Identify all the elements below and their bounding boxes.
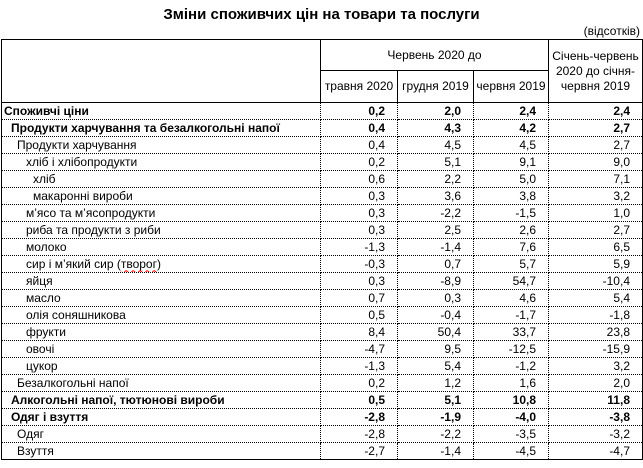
value-vs-dec-2019: -1,4	[398, 443, 474, 460]
consumer-price-table	[1, 39, 643, 460]
value-vs-jun-2019: 2,6	[474, 222, 549, 239]
value-vs-may-2020: 0,3	[321, 205, 398, 222]
row-label: овочі	[2, 341, 321, 358]
value-vs-jun-2019: 9,1	[474, 154, 549, 171]
value-vs-jun-2019: 3,8	[474, 188, 549, 205]
header-subcol-dec-2019: грудня 2019	[398, 71, 474, 103]
value-jan-jun-2020-vs-2019: 2,7	[549, 137, 643, 154]
value-vs-may-2020: 0,2	[321, 154, 398, 171]
row-label: риба та продукти з риби	[2, 222, 321, 239]
value-vs-jun-2019: 4,6	[474, 290, 549, 307]
table-row	[2, 120, 643, 137]
value-jan-jun-2020-vs-2019: -4,7	[549, 443, 643, 460]
value-vs-may-2020: 0,3	[321, 188, 398, 205]
header-row-group	[2, 40, 643, 71]
table-row	[2, 154, 643, 171]
value-vs-may-2020: 0,4	[321, 137, 398, 154]
value-vs-may-2020: -2,7	[321, 443, 398, 460]
value-vs-may-2020: 0,6	[321, 171, 398, 188]
value-vs-jun-2019: 33,7	[474, 324, 549, 341]
table-row	[2, 188, 643, 205]
value-vs-dec-2019: 9,5	[398, 341, 474, 358]
table-row	[2, 290, 643, 307]
table-body	[2, 103, 643, 460]
value-vs-dec-2019: 2,2	[398, 171, 474, 188]
value-jan-jun-2020-vs-2019: 5,4	[549, 290, 643, 307]
table-row	[2, 443, 643, 460]
value-vs-may-2020: -2,8	[321, 426, 398, 443]
value-vs-dec-2019: 2,5	[398, 222, 474, 239]
row-label: яйця	[2, 273, 321, 290]
value-vs-may-2020: -1,3	[321, 239, 398, 256]
value-vs-dec-2019: -2,2	[398, 205, 474, 222]
value-jan-jun-2020-vs-2019: 2,7	[549, 120, 643, 137]
value-jan-jun-2020-vs-2019: -3,2	[549, 426, 643, 443]
unit-note: (відсотків)	[583, 24, 640, 38]
value-jan-jun-2020-vs-2019: 7,1	[549, 171, 643, 188]
row-label: Алкогольні напої, тютюнові вироби	[2, 392, 321, 409]
value-jan-jun-2020-vs-2019: -1,8	[549, 307, 643, 324]
value-vs-jun-2019: 4,5	[474, 137, 549, 154]
value-jan-jun-2020-vs-2019: 9,0	[549, 154, 643, 171]
document-page	[0, 6, 643, 468]
value-jan-jun-2020-vs-2019: 23,8	[549, 324, 643, 341]
value-jan-jun-2020-vs-2019: 6,5	[549, 239, 643, 256]
value-jan-jun-2020-vs-2019: -10,4	[549, 273, 643, 290]
value-vs-jun-2019: -4,5	[474, 443, 549, 460]
value-jan-jun-2020-vs-2019: 11,8	[549, 392, 643, 409]
value-jan-jun-2020-vs-2019: 1,0	[549, 205, 643, 222]
value-vs-jun-2019: -3,5	[474, 426, 549, 443]
table-row	[2, 324, 643, 341]
value-vs-may-2020: -0,3	[321, 256, 398, 273]
row-label: м’ясо та м’ясопродукти	[2, 205, 321, 222]
table-row	[2, 103, 643, 120]
value-vs-dec-2019: 4,3	[398, 120, 474, 137]
row-label: Споживчі ціни	[2, 103, 321, 120]
table-header	[2, 40, 643, 103]
table-row	[2, 409, 643, 426]
header-last-column-cell: Січень-червень 2020 до січня-червня 2019	[549, 40, 643, 103]
value-vs-dec-2019: -0,4	[398, 307, 474, 324]
row-label: хліб	[2, 171, 321, 188]
row-label: фрукти	[2, 324, 321, 341]
value-vs-dec-2019: 50,4	[398, 324, 474, 341]
value-vs-may-2020: -2,8	[321, 409, 398, 426]
header-corner-cell	[2, 40, 321, 103]
value-vs-dec-2019: 5,1	[398, 392, 474, 409]
value-vs-may-2020: 0,4	[321, 120, 398, 137]
value-vs-jun-2019: -1,7	[474, 307, 549, 324]
row-label: Одяг і взуття	[2, 409, 321, 426]
row-label: олія соняшникова	[2, 307, 321, 324]
value-jan-jun-2020-vs-2019: -15,9	[549, 341, 643, 358]
value-vs-jun-2019: 1,6	[474, 375, 549, 392]
value-vs-jun-2019: 2,4	[474, 103, 549, 120]
value-jan-jun-2020-vs-2019: -3,8	[549, 409, 643, 426]
header-subcol-may-2020: травня 2020	[321, 71, 398, 103]
value-vs-jun-2019: 54,7	[474, 273, 549, 290]
value-vs-dec-2019: 0,7	[398, 256, 474, 273]
value-vs-dec-2019: 0,3	[398, 290, 474, 307]
value-vs-may-2020: 8,4	[321, 324, 398, 341]
row-label: Взуття	[2, 443, 321, 460]
value-vs-jun-2019: -12,5	[474, 341, 549, 358]
row-label: Безалкогольні напої	[2, 375, 321, 392]
row-label: сир і м’який сир (творог)	[2, 256, 321, 273]
value-vs-may-2020: 0,3	[321, 222, 398, 239]
value-jan-jun-2020-vs-2019: 3,2	[549, 358, 643, 375]
table-row	[2, 256, 643, 273]
value-vs-may-2020: 0,3	[321, 273, 398, 290]
value-vs-dec-2019: 3,6	[398, 188, 474, 205]
value-vs-may-2020: 0,2	[321, 375, 398, 392]
value-vs-may-2020: 0,2	[321, 103, 398, 120]
spellcheck-underlined-word: творог	[120, 256, 157, 271]
value-vs-may-2020: 0,5	[321, 392, 398, 409]
row-label: цукор	[2, 358, 321, 375]
value-vs-jun-2019: 5,0	[474, 171, 549, 188]
value-vs-dec-2019: 4,5	[398, 137, 474, 154]
value-jan-jun-2020-vs-2019: 2,7	[549, 222, 643, 239]
value-vs-may-2020: -1,3	[321, 358, 398, 375]
value-vs-jun-2019: -1,5	[474, 205, 549, 222]
value-vs-may-2020: 0,5	[321, 307, 398, 324]
table-row	[2, 273, 643, 290]
value-jan-jun-2020-vs-2019: 5,9	[549, 256, 643, 273]
table-row	[2, 171, 643, 188]
row-label: Одяг	[2, 426, 321, 443]
table-row	[2, 205, 643, 222]
row-label: масло	[2, 290, 321, 307]
row-label: Продукти харчування	[2, 137, 321, 154]
value-vs-may-2020: -4,7	[321, 341, 398, 358]
value-vs-jun-2019: 4,2	[474, 120, 549, 137]
value-vs-jun-2019: 5,7	[474, 256, 549, 273]
value-vs-dec-2019: -1,9	[398, 409, 474, 426]
value-vs-dec-2019: -8,9	[398, 273, 474, 290]
table-row	[2, 222, 643, 239]
table-row	[2, 358, 643, 375]
value-vs-dec-2019: -2,2	[398, 426, 474, 443]
table-row	[2, 137, 643, 154]
value-vs-dec-2019: -1,4	[398, 239, 474, 256]
value-jan-jun-2020-vs-2019: 2,4	[549, 103, 643, 120]
value-vs-dec-2019: 1,2	[398, 375, 474, 392]
row-label: Продукти харчування та безалкогольні напої	[2, 120, 321, 137]
value-vs-jun-2019: -1,2	[474, 358, 549, 375]
value-vs-dec-2019: 5,1	[398, 154, 474, 171]
table-row	[2, 341, 643, 358]
row-label: молоко	[2, 239, 321, 256]
value-vs-may-2020: 0,7	[321, 290, 398, 307]
document-title: Зміни споживчих цін на товари та послуги	[163, 6, 480, 23]
value-vs-dec-2019: 5,4	[398, 358, 474, 375]
table-row	[2, 375, 643, 392]
header-group-cell: Червень 2020 до	[321, 40, 549, 71]
row-label: хліб і хлібопродукти	[2, 154, 321, 171]
value-jan-jun-2020-vs-2019: 3,2	[549, 188, 643, 205]
row-label: макаронні вироби	[2, 188, 321, 205]
header-subcol-jun-2019: червня 2019	[474, 71, 549, 103]
value-jan-jun-2020-vs-2019: 2,0	[549, 375, 643, 392]
table-row	[2, 392, 643, 409]
table-row	[2, 239, 643, 256]
value-vs-jun-2019: -4,0	[474, 409, 549, 426]
value-vs-jun-2019: 7,6	[474, 239, 549, 256]
table-row	[2, 426, 643, 443]
table-row	[2, 307, 643, 324]
value-vs-jun-2019: 10,8	[474, 392, 549, 409]
value-vs-dec-2019: 2,0	[398, 103, 474, 120]
